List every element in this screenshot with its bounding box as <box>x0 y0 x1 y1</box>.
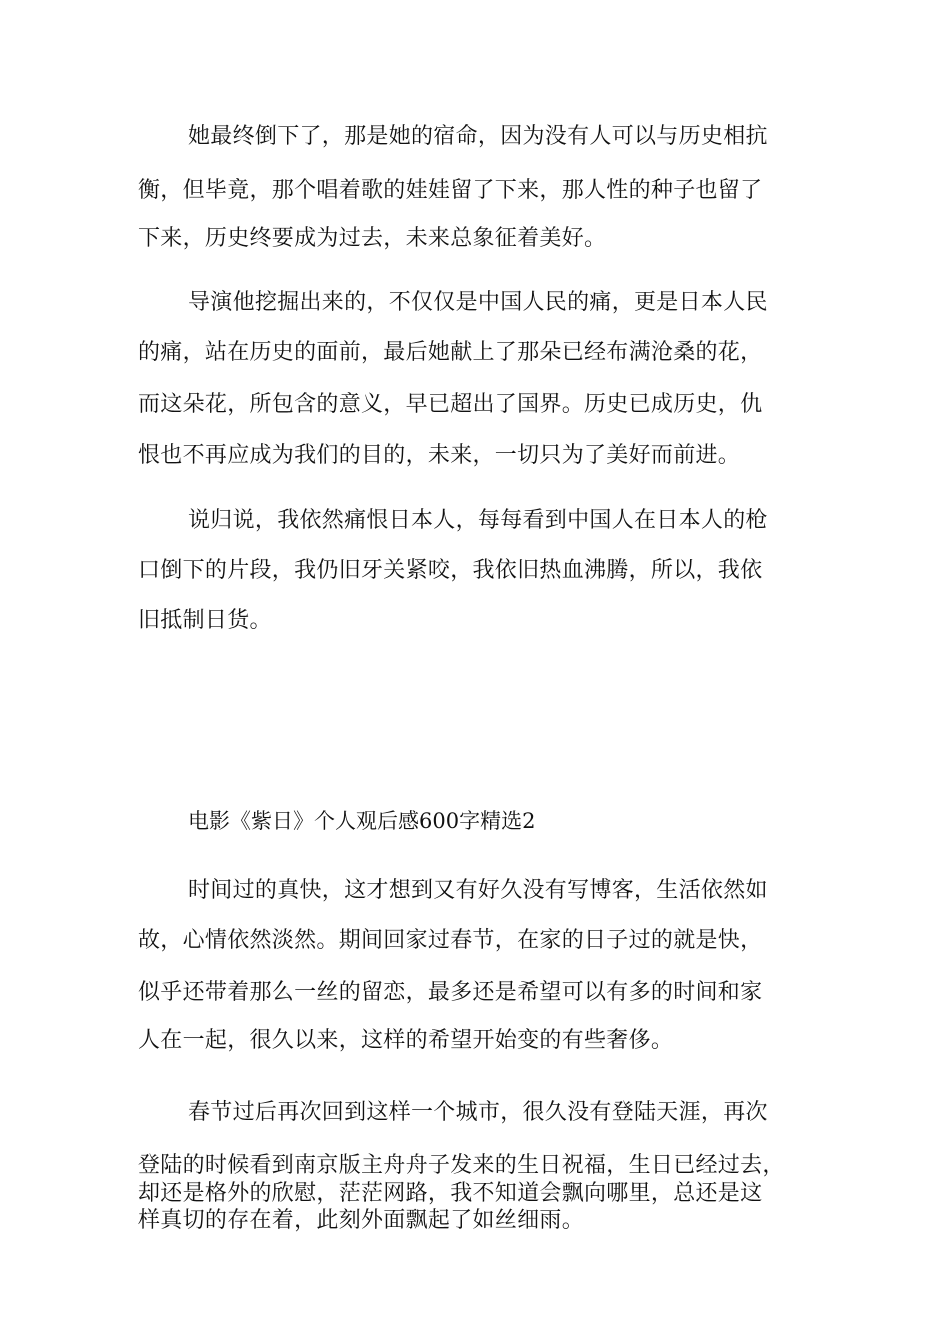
section-title: 电影《紫日》个人观后感600字精选2 <box>188 809 536 833</box>
paragraph-4-line-3: 似乎还带着那么一丝的留恋，最多还是希望可以有多的时间和家 <box>138 980 763 1005</box>
paragraph-5-line-1: 春节过后再次回到这样一个城市，很久没有登陆天涯，再次 <box>188 1100 768 1125</box>
paragraph-3-line-3: 旧抵制日货。 <box>138 608 272 633</box>
paragraph-2-line-1: 导演他挖掘出来的，不仅仅是中国人民的痛，更是日本人民 <box>188 290 768 315</box>
paragraph-2-line-4: 恨也不再应成为我们的目的，未来，一切只为了美好而前进。 <box>138 443 741 468</box>
paragraph-1-line-2: 衡，但毕竟，那个唱着歌的娃娃留了下来，那人性的种子也留了 <box>138 178 763 203</box>
paragraph-2-line-2: 的痛，站在历史的面前，最后她献上了那朵已经布满沧桑的花， <box>138 340 763 365</box>
paragraph-3-line-1: 说归说，我依然痛恨日本人，每每看到中国人在日本人的枪 <box>188 508 768 533</box>
paragraph-5-line-4: 样真切的存在着，此刻外面飘起了如丝细雨。 <box>138 1208 585 1233</box>
paragraph-2-line-3: 而这朵花，所包含的意义，早已超出了国界。历史已成历史，仇 <box>138 392 763 417</box>
paragraph-5-line-3: 却还是格外的欣慰，茫茫网路，我不知道会飘向哪里，总还是这 <box>138 1181 763 1206</box>
paragraph-1-line-1: 她最终倒下了，那是她的宿命，因为没有人可以与历史相抗 <box>188 124 768 149</box>
paragraph-4-line-1: 时间过的真快，这才想到又有好久没有写博客，生活依然如 <box>188 878 768 903</box>
paragraph-1-line-3: 下来，历史终要成为过去，未来总象征着美好。 <box>138 226 607 251</box>
paragraph-4-line-4: 人在一起，很久以来，这样的希望开始变的有些奢侈。 <box>138 1028 674 1053</box>
paragraph-4-line-2: 故，心情依然淡然。期间回家过春节，在家的日子过的就是快， <box>138 928 763 953</box>
paragraph-3-line-2: 口倒下的片段，我仍旧牙关紧咬，我依旧热血沸腾，所以，我依 <box>138 558 763 583</box>
paragraph-5-line-2: 登陆的时候看到南京版主舟舟子发来的生日祝福，生日已经过去， <box>138 1153 785 1178</box>
